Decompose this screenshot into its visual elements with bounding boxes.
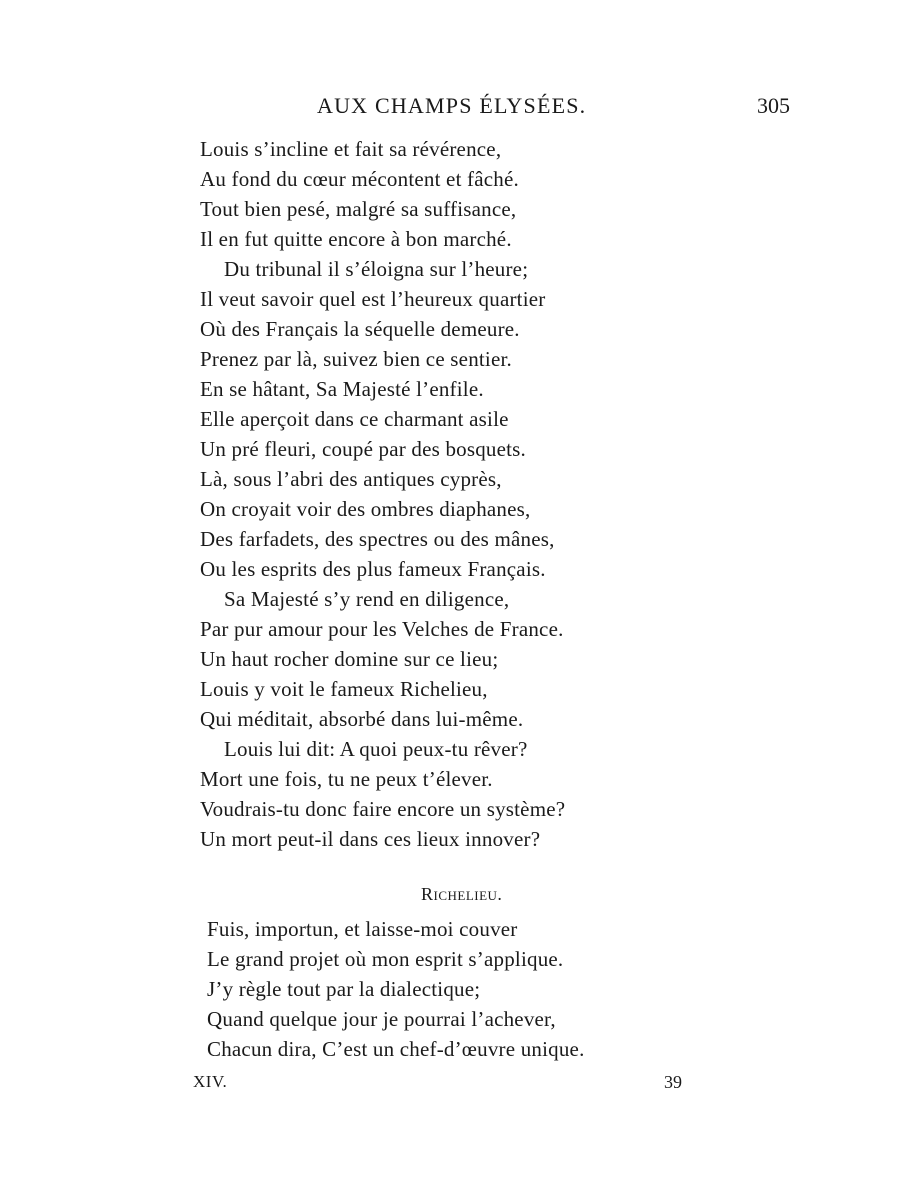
- verse-line: Ou les esprits des plus fameux Français.: [200, 557, 546, 581]
- speech-line: Chacun dira, C’est un chef-d’œuvre unique.: [207, 1037, 585, 1061]
- verse-line: Un pré fleuri, coupé par des bosquets.: [200, 437, 527, 461]
- speaker-heading: Richelieu.: [421, 884, 503, 904]
- verse-line: Qui méditait, absorbé dans lui-même.: [200, 707, 524, 731]
- verse-line: Par pur amour pour les Velches de France.: [200, 617, 564, 641]
- verse-line: Un mort peut-il dans ces lieux innover?: [200, 827, 541, 851]
- verse-line: Là, sous l’abri des antiques cyprès,: [200, 467, 502, 491]
- verse-line: Prenez par là, suivez bien ce sentier.: [200, 347, 512, 371]
- speech-line: Quand quelque jour je pourrai l’achever,: [207, 1007, 556, 1031]
- verse-block: [200, 134, 720, 854]
- verse-line: Des farfadets, des spectres ou des mânes,: [200, 527, 555, 551]
- verse-line: Voudrais-tu donc faire encore un système?: [200, 797, 566, 821]
- signature-mark: XIV.: [193, 1072, 228, 1091]
- verse-line: Louis y voit le fameux Richelieu,: [200, 677, 488, 701]
- verse-line: Un haut rocher domine sur ce lieu;: [200, 647, 499, 671]
- verse-line: Du tribunal il s’éloigna sur l’heure;: [224, 257, 529, 281]
- verse-line: Elle aperçoit dans ce charmant asile: [200, 407, 509, 431]
- page-footer: [0, 1072, 900, 1096]
- verse-line: Sa Majesté s’y rend en diligence,: [224, 587, 510, 611]
- speech-line: J’y règle tout par la dialectique;: [207, 977, 481, 1001]
- page-number: 305: [757, 93, 790, 118]
- verse-line: Il en fut quitte encore à bon marché.: [200, 227, 512, 251]
- verse-line: On croyait voir des ombres diaphanes,: [200, 497, 531, 521]
- verse-line: Il veut savoir quel est l’heureux quartier: [200, 287, 546, 311]
- verse-line: Où des Français la séquelle demeure.: [200, 317, 520, 341]
- verse-line: Mort une fois, tu ne peux t’élever.: [200, 767, 493, 791]
- running-title: AUX CHAMPS ÉLYSÉES.: [317, 93, 587, 118]
- verse-line: Tout bien pesé, malgré sa suffisance,: [200, 197, 517, 221]
- speech-block: [207, 914, 727, 1064]
- verse-line: Louis lui dit: A quoi peux-tu rêver?: [224, 737, 528, 761]
- verse-line: En se hâtant, Sa Majesté l’enfile.: [200, 377, 484, 401]
- running-head: [0, 93, 900, 123]
- speech-line: Le grand projet où mon esprit s’applique.: [207, 947, 564, 971]
- speech-line: Fuis, importun, et laisse-moi couver: [207, 917, 518, 941]
- signature-number: 39: [664, 1072, 682, 1092]
- verse-line: Au fond du cœur mécontent et fâché.: [200, 167, 519, 191]
- verse-line: Louis s’incline et fait sa révérence,: [200, 137, 502, 161]
